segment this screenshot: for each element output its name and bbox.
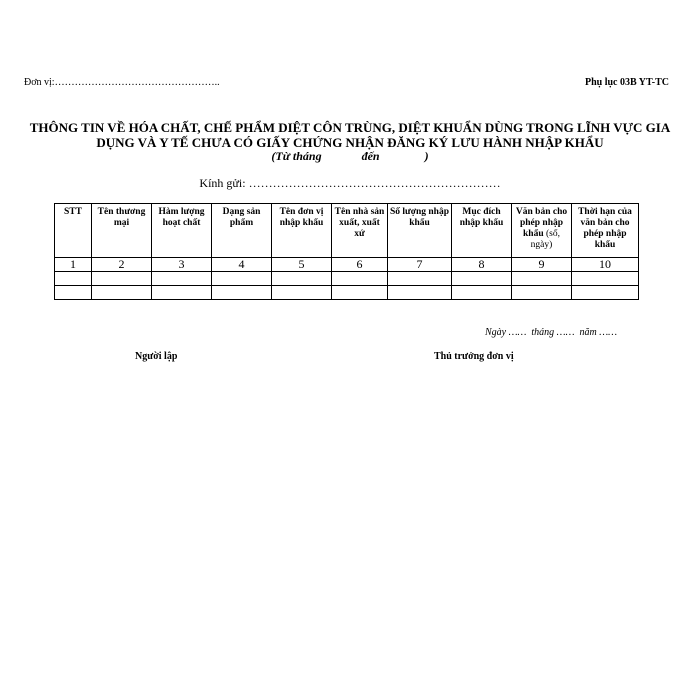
column-header: Tên thương mại	[92, 204, 152, 258]
column-number: 9	[512, 258, 572, 272]
head-of-unit-signature-label: Thủ trưởng đơn vị	[434, 351, 514, 362]
table-header-row	[55, 204, 639, 258]
document-title	[20, 120, 680, 150]
column-number: 10	[572, 258, 639, 272]
table-cell	[55, 286, 92, 300]
table-cell	[452, 286, 512, 300]
column-header-note: (số, ngày)	[530, 229, 560, 250]
column-header: STT	[55, 204, 92, 258]
unit-label: Đơn vị:…………………………………………..	[24, 77, 220, 88]
column-number: 3	[152, 258, 212, 272]
column-number: 7	[388, 258, 452, 272]
column-header: Dạng sản phẩm	[212, 204, 272, 258]
column-number: 4	[212, 258, 272, 272]
title-line-1: THÔNG TIN VỀ HÓA CHẤT, CHẾ PHẨM DIỆT CÔN TRÙNG, DIỆT KHUẨN DÙNG TRONG LĨNH VỰC GIA	[29, 120, 671, 135]
table-cell	[332, 272, 388, 286]
date-day: Ngày ……	[485, 327, 527, 338]
table-cell	[388, 272, 452, 286]
period-open: (Từ tháng	[271, 149, 322, 163]
column-header: Tên đơn vị nhập khẩu	[272, 204, 332, 258]
table-cell	[212, 286, 272, 300]
date-month: tháng ……	[531, 327, 575, 338]
import-info-table	[54, 203, 639, 300]
signing-date	[485, 327, 617, 338]
table-cell	[512, 286, 572, 300]
table-cell	[572, 286, 639, 300]
column-number: 2	[92, 258, 152, 272]
column-number: 8	[452, 258, 512, 272]
table-cell	[212, 272, 272, 286]
column-header: Số lượng nhập khẩu	[388, 204, 452, 258]
column-header: Tên nhà sản xuất, xuất xứ	[332, 204, 388, 258]
table-cell	[572, 272, 639, 286]
table-cell	[272, 272, 332, 286]
table-cell	[272, 286, 332, 300]
table-cell	[92, 272, 152, 286]
table-cell	[388, 286, 452, 300]
period-close: )	[424, 149, 429, 163]
table-cell	[92, 286, 152, 300]
title-line-2: DỤNG VÀ Y TẾ CHƯA CÓ GIẤY CHỨNG NHẬN ĐĂNG KÝ LƯU HÀNH NHẬP KHẨU	[96, 135, 604, 150]
period-mid: đến	[361, 149, 380, 163]
column-header: Mục đích nhập khẩu	[452, 204, 512, 258]
table-row	[55, 272, 639, 286]
column-header: Hàm lượng hoạt chất	[152, 204, 212, 258]
column-number: 5	[272, 258, 332, 272]
reporting-period	[20, 149, 680, 164]
table-cell	[332, 286, 388, 300]
column-number: 6	[332, 258, 388, 272]
table-row	[55, 286, 639, 300]
column-header: Văn bản cho phép nhập khẩu (số, ngày)	[512, 204, 572, 258]
appendix-label: Phụ lục 03B YT-TC	[584, 77, 669, 88]
greeting-line: Kính gửi: ………………………………………………………	[199, 176, 501, 190]
table-cell	[512, 272, 572, 286]
preparer-signature-label: Người lập	[135, 351, 178, 362]
table-cell	[452, 272, 512, 286]
date-year: năm ……	[579, 327, 617, 338]
column-number-row	[55, 258, 639, 272]
table-cell	[152, 272, 212, 286]
table-cell	[152, 286, 212, 300]
column-number: 1	[55, 258, 92, 272]
table-cell	[55, 272, 92, 286]
column-header: Thời hạn của văn bản cho phép nhập khẩu	[572, 204, 639, 258]
